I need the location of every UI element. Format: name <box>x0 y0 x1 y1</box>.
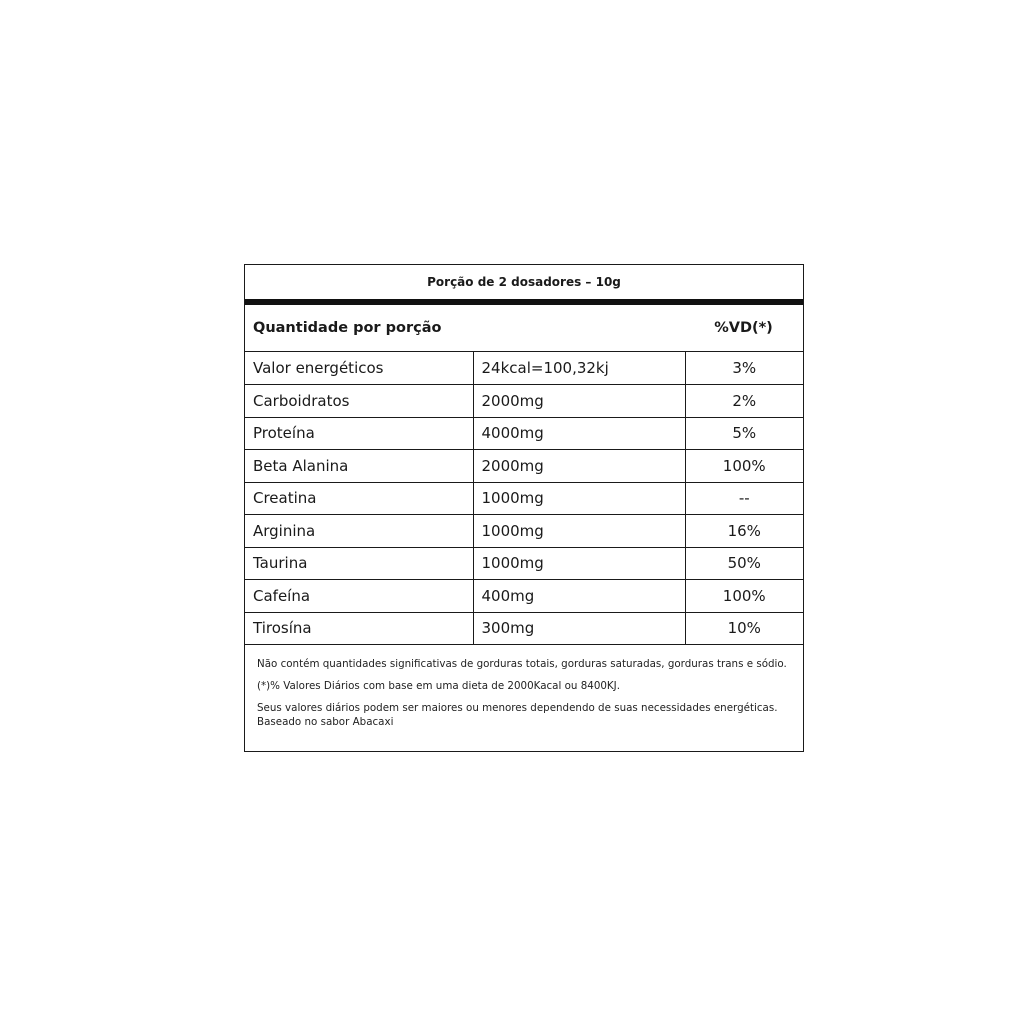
nutrient-quantity: 400mg <box>473 580 685 613</box>
table-row <box>245 612 803 645</box>
nutrient-name: Creatina <box>245 482 473 515</box>
nutrient-daily-value: 100% <box>685 580 803 613</box>
nutrient-name: Proteína <box>245 417 473 450</box>
nutrient-daily-value: 100% <box>685 450 803 483</box>
portion-size: Porção de 2 dosadores – 10g <box>427 275 621 289</box>
table-row <box>245 450 803 483</box>
nutrient-name: Valor energéticos <box>245 352 473 385</box>
nutrient-quantity: 24kcal=100,32kj <box>473 352 685 385</box>
nutrient-name: Cafeína <box>245 580 473 613</box>
table-row <box>245 515 803 548</box>
nutrient-quantity: 1000mg <box>473 482 685 515</box>
footnote-insignificant: Não contém quantidades significativas de gorduras totais, gorduras saturadas, gorduras trans e sódio. <box>257 658 787 670</box>
table-row <box>245 547 803 580</box>
footnotes <box>245 645 803 729</box>
nutrient-daily-value: 50% <box>685 547 803 580</box>
nutrient-name: Arginina <box>245 515 473 548</box>
quantity-per-portion-heading: Quantidade por porção <box>253 320 442 336</box>
table-row <box>245 385 803 418</box>
nutrient-daily-value: -- <box>685 482 803 515</box>
nutrition-facts-panel <box>244 264 804 752</box>
nutrient-daily-value: 5% <box>685 417 803 450</box>
nutrient-name: Taurina <box>245 547 473 580</box>
nutrient-name: Tirosína <box>245 612 473 645</box>
nutrient-name: Carboidratos <box>245 385 473 418</box>
table-header <box>245 305 803 352</box>
table-row <box>245 352 803 385</box>
nutrient-quantity: 1000mg <box>473 515 685 548</box>
nutrient-quantity: 4000mg <box>473 417 685 450</box>
nutrient-daily-value: 2% <box>685 385 803 418</box>
daily-value-heading: %VD(*) <box>714 320 773 336</box>
table-row <box>245 580 803 613</box>
footnote-energy-needs: Seus valores diários podem ser maiores ou menores dependendo de suas necessidades energéticas. <box>257 702 778 714</box>
nutrient-quantity: 2000mg <box>473 385 685 418</box>
table-row <box>245 482 803 515</box>
footnote-daily-values: (*)% Valores Diários com base em uma dieta de 2000Kacal ou 8400KJ. <box>257 680 620 692</box>
nutrient-name: Beta Alanina <box>245 450 473 483</box>
table-row <box>245 417 803 450</box>
nutrient-daily-value: 3% <box>685 352 803 385</box>
nutrient-daily-value: 10% <box>685 612 803 645</box>
nutrient-quantity: 2000mg <box>473 450 685 483</box>
footnote-flavor: Baseado no sabor Abacaxi <box>257 716 394 728</box>
nutrition-table <box>245 352 803 645</box>
nutrient-daily-value: 16% <box>685 515 803 548</box>
nutrient-quantity: 1000mg <box>473 547 685 580</box>
nutrient-quantity: 300mg <box>473 612 685 645</box>
